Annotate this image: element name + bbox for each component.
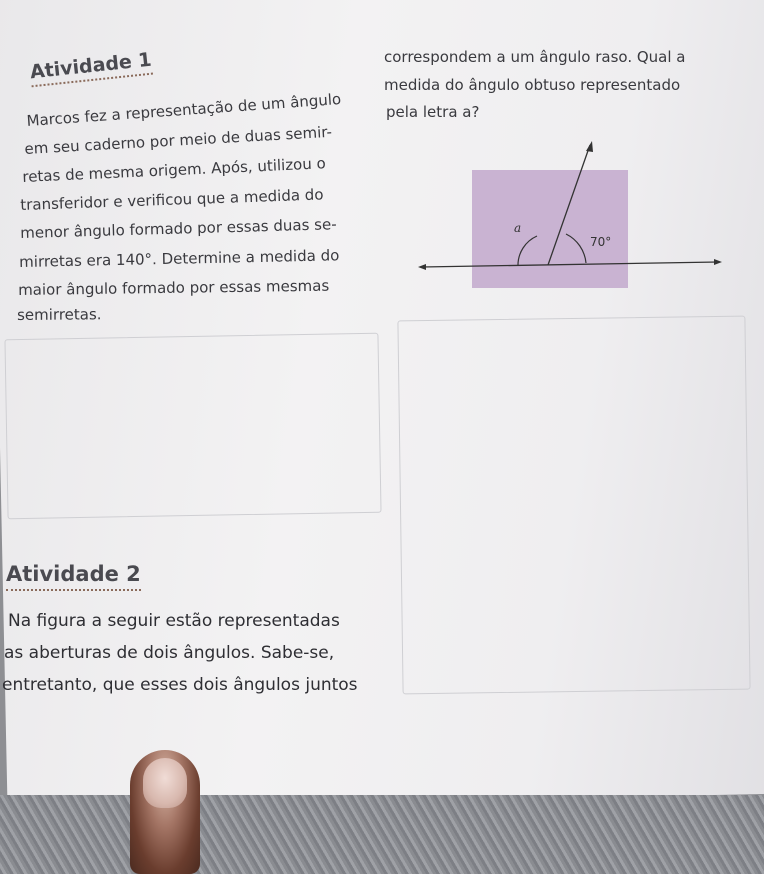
activity1-line: mirretas era 140°. Determine a medida do [19,246,340,271]
right-arrowhead [714,259,722,265]
angle-label-a: a [514,221,522,235]
ray-arrowhead [586,141,593,152]
activity1-line: em seu caderno por meio de duas semir- [24,122,333,158]
activity1-line: transferidor e verificou que a medida do [20,185,324,214]
angle-figure [400,135,740,295]
activity2-question-line: correspondem a um ângulo raso. Qual a [384,48,686,66]
activity2-answer-box [397,316,750,695]
activity1-line: maior ângulo formado por essas mesmas [18,276,330,299]
activity2-title: Atividade 2 [6,562,141,591]
activity1-line: menor ângulo formado por essas duas se- [20,215,337,242]
activity1-line: Marcos fez a representação de um ângulo [26,90,342,130]
activity2-question-line: medida do ângulo obtuso representado [384,76,681,94]
figure-background [472,170,628,288]
fabric-background [0,795,764,874]
activity1-line: retas de mesma origem. Após, utilizou o [22,154,327,186]
left-arrowhead [418,264,426,270]
activity2-question-line: pela letra a? [386,103,480,121]
angle-label-70: 70° [590,235,612,249]
fingernail [143,758,187,808]
activity2-line: Na figura a seguir estão representadas [8,611,340,631]
activity1-answer-box [4,333,381,519]
activity2-line: entretanto, que esses dois ângulos juntos [2,675,358,695]
activity1-title: Atividade 1 [29,49,153,88]
activity2-line: as aberturas de dois ângulos. Sabe-se, [4,643,335,663]
activity1-line: semirretas. [17,305,102,324]
